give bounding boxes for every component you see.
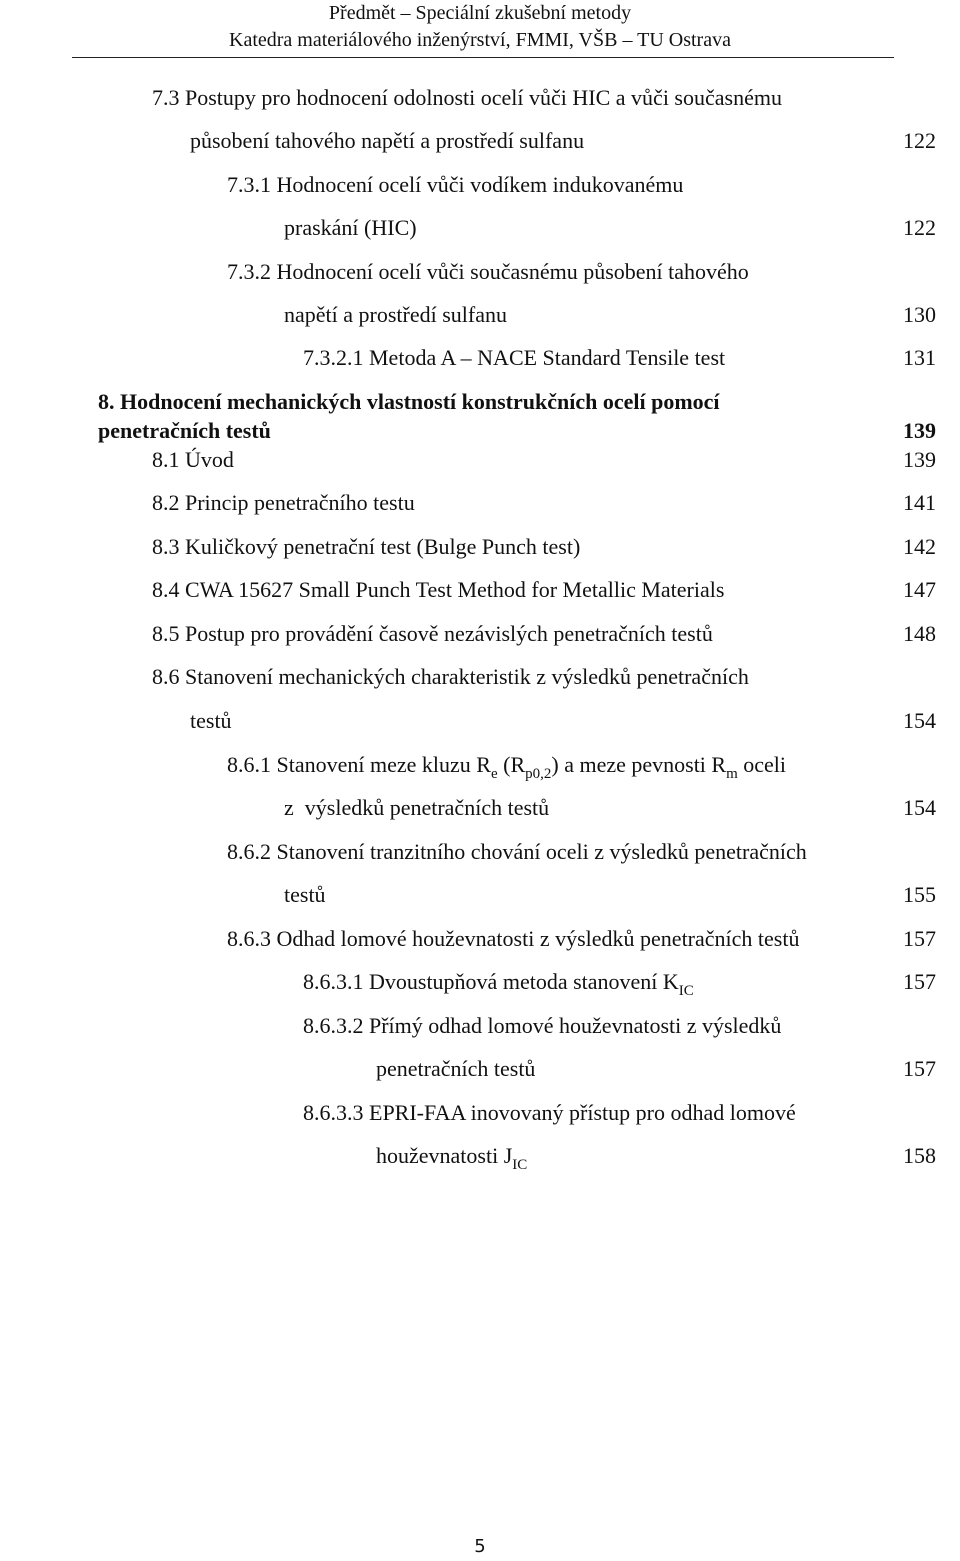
toc-page-8-6: 154 <box>903 708 936 733</box>
toc-page-7-3-1: 122 <box>903 215 936 240</box>
toc-page-7-3-2: 130 <box>903 302 936 327</box>
toc-entry-8-4: 8.4 CWA 15627 Small Punch Test Method for Metallic Materials <box>152 577 725 602</box>
toc-page-8-6-3: 157 <box>903 926 936 951</box>
subscript: p0,2 <box>525 766 552 782</box>
toc-entry-7-3-2-line1: 7.3.2 Hodnocení ocelí vůči současnému působení tahového <box>227 259 749 284</box>
toc-page-8-6-3-2: 157 <box>903 1056 936 1081</box>
toc-entry-8-6-3-2-line1: 8.6.3.2 Přímý odhad lomové houževnatosti z výsledků <box>303 1013 782 1038</box>
toc-page-8-2: 141 <box>903 490 936 515</box>
toc-entry-8-6-3-2-line2: penetračních testů <box>376 1056 536 1081</box>
toc-entry-8-6-line1: 8.6 Stanovení mechanických charakteristik z výsledků penetračních <box>152 664 749 689</box>
toc-entry-8-6-3-3-line1: 8.6.3.3 EPRI-FAA inovovaný přístup pro odhad lomové <box>303 1100 796 1125</box>
toc-entry-7-3-1-line2: praskání (HIC) <box>284 215 417 240</box>
toc-page-8-6-3-3: 158 <box>903 1143 936 1168</box>
toc-page-8-1: 139 <box>903 447 936 472</box>
header-rule <box>72 57 894 58</box>
toc-text: 8.6.1 Stanovení meze kluzu R <box>227 752 491 777</box>
subscript: m <box>726 766 738 782</box>
toc-page-8-5: 148 <box>903 621 936 646</box>
toc-page-8: 139 <box>903 418 936 443</box>
toc-page-7-3: 122 <box>903 128 936 153</box>
toc-entry-8-6-line2: testů <box>190 708 232 733</box>
toc-text: oceli <box>737 752 787 777</box>
toc-text: (R <box>497 752 526 777</box>
toc-entry-7-3-line2: působení tahového napětí a prostředí sulfanu <box>190 128 585 153</box>
toc-text: ) a meze pevnosti R <box>551 752 727 777</box>
toc-page-7-3-2-1: 131 <box>903 345 936 370</box>
toc-entry-8-1: 8.1 Úvod <box>152 447 234 472</box>
subscript: e <box>490 766 498 782</box>
toc-entry-8-2: 8.2 Princip penetračního testu <box>152 490 415 515</box>
toc-entry-8-6-2-line2: testů <box>284 882 326 907</box>
toc-chapter-8-line2: penetračních testů <box>98 418 271 443</box>
toc-entry-8-6-1-line2: z výsledků penetračních testů <box>284 795 550 820</box>
toc-text: 8.6.3.1 Dvoustupňová metoda stanovení K <box>303 969 679 994</box>
subscript: IC <box>512 1157 528 1173</box>
page-number: 5 <box>474 1536 486 1557</box>
toc-page-8-6-2: 155 <box>903 882 936 907</box>
toc-chapter-8-line1: 8. Hodnocení mechanických vlastností konstrukčních ocelí pomocí <box>98 389 720 414</box>
toc-entry-8-3: 8.3 Kuličkový penetrační test (Bulge Punch test) <box>152 534 581 559</box>
toc-entry-7-3-2-1: 7.3.2.1 Metoda A – NACE Standard Tensile test <box>303 345 726 370</box>
toc-page-8-4: 147 <box>903 577 936 602</box>
toc-page-8-3: 142 <box>903 534 936 559</box>
toc-entry-7-3-line1: 7.3 Postupy pro hodnocení odolnosti ocelí vůči HIC a vůči současnému <box>152 85 782 110</box>
toc-entry-8-5: 8.5 Postup pro provádění časově nezávislých penetračních testů <box>152 621 713 646</box>
toc-entry-7-3-1-line1: 7.3.1 Hodnocení ocelí vůči vodíkem indukovanému <box>227 172 684 197</box>
toc-page-8-6-3-1: 157 <box>903 969 936 994</box>
toc-entry-8-6-3-3-line2 <box>376 1142 527 1173</box>
toc-page-8-6-1: 154 <box>903 795 936 820</box>
header-subject: Předmět – Speciální zkušební metody <box>328 2 632 24</box>
toc-text: houževnatosti J <box>376 1143 513 1168</box>
toc-entry-8-6-3-1 <box>303 968 694 999</box>
header-department: Katedra materiálového inženýrství, FMMI, VŠB – TU Ostrava <box>229 29 731 51</box>
toc-entry-8-6-3: 8.6.3 Odhad lomové houževnatosti z výsledků penetračních testů <box>227 926 800 951</box>
subscript: IC <box>678 983 694 999</box>
toc-entry-8-6-1-line1 <box>227 751 786 782</box>
toc-entry-8-6-2-line1: 8.6.2 Stanovení tranzitního chování oceli z výsledků penetračních <box>227 839 807 864</box>
toc-entry-7-3-2-line2: napětí a prostředí sulfanu <box>284 302 507 327</box>
